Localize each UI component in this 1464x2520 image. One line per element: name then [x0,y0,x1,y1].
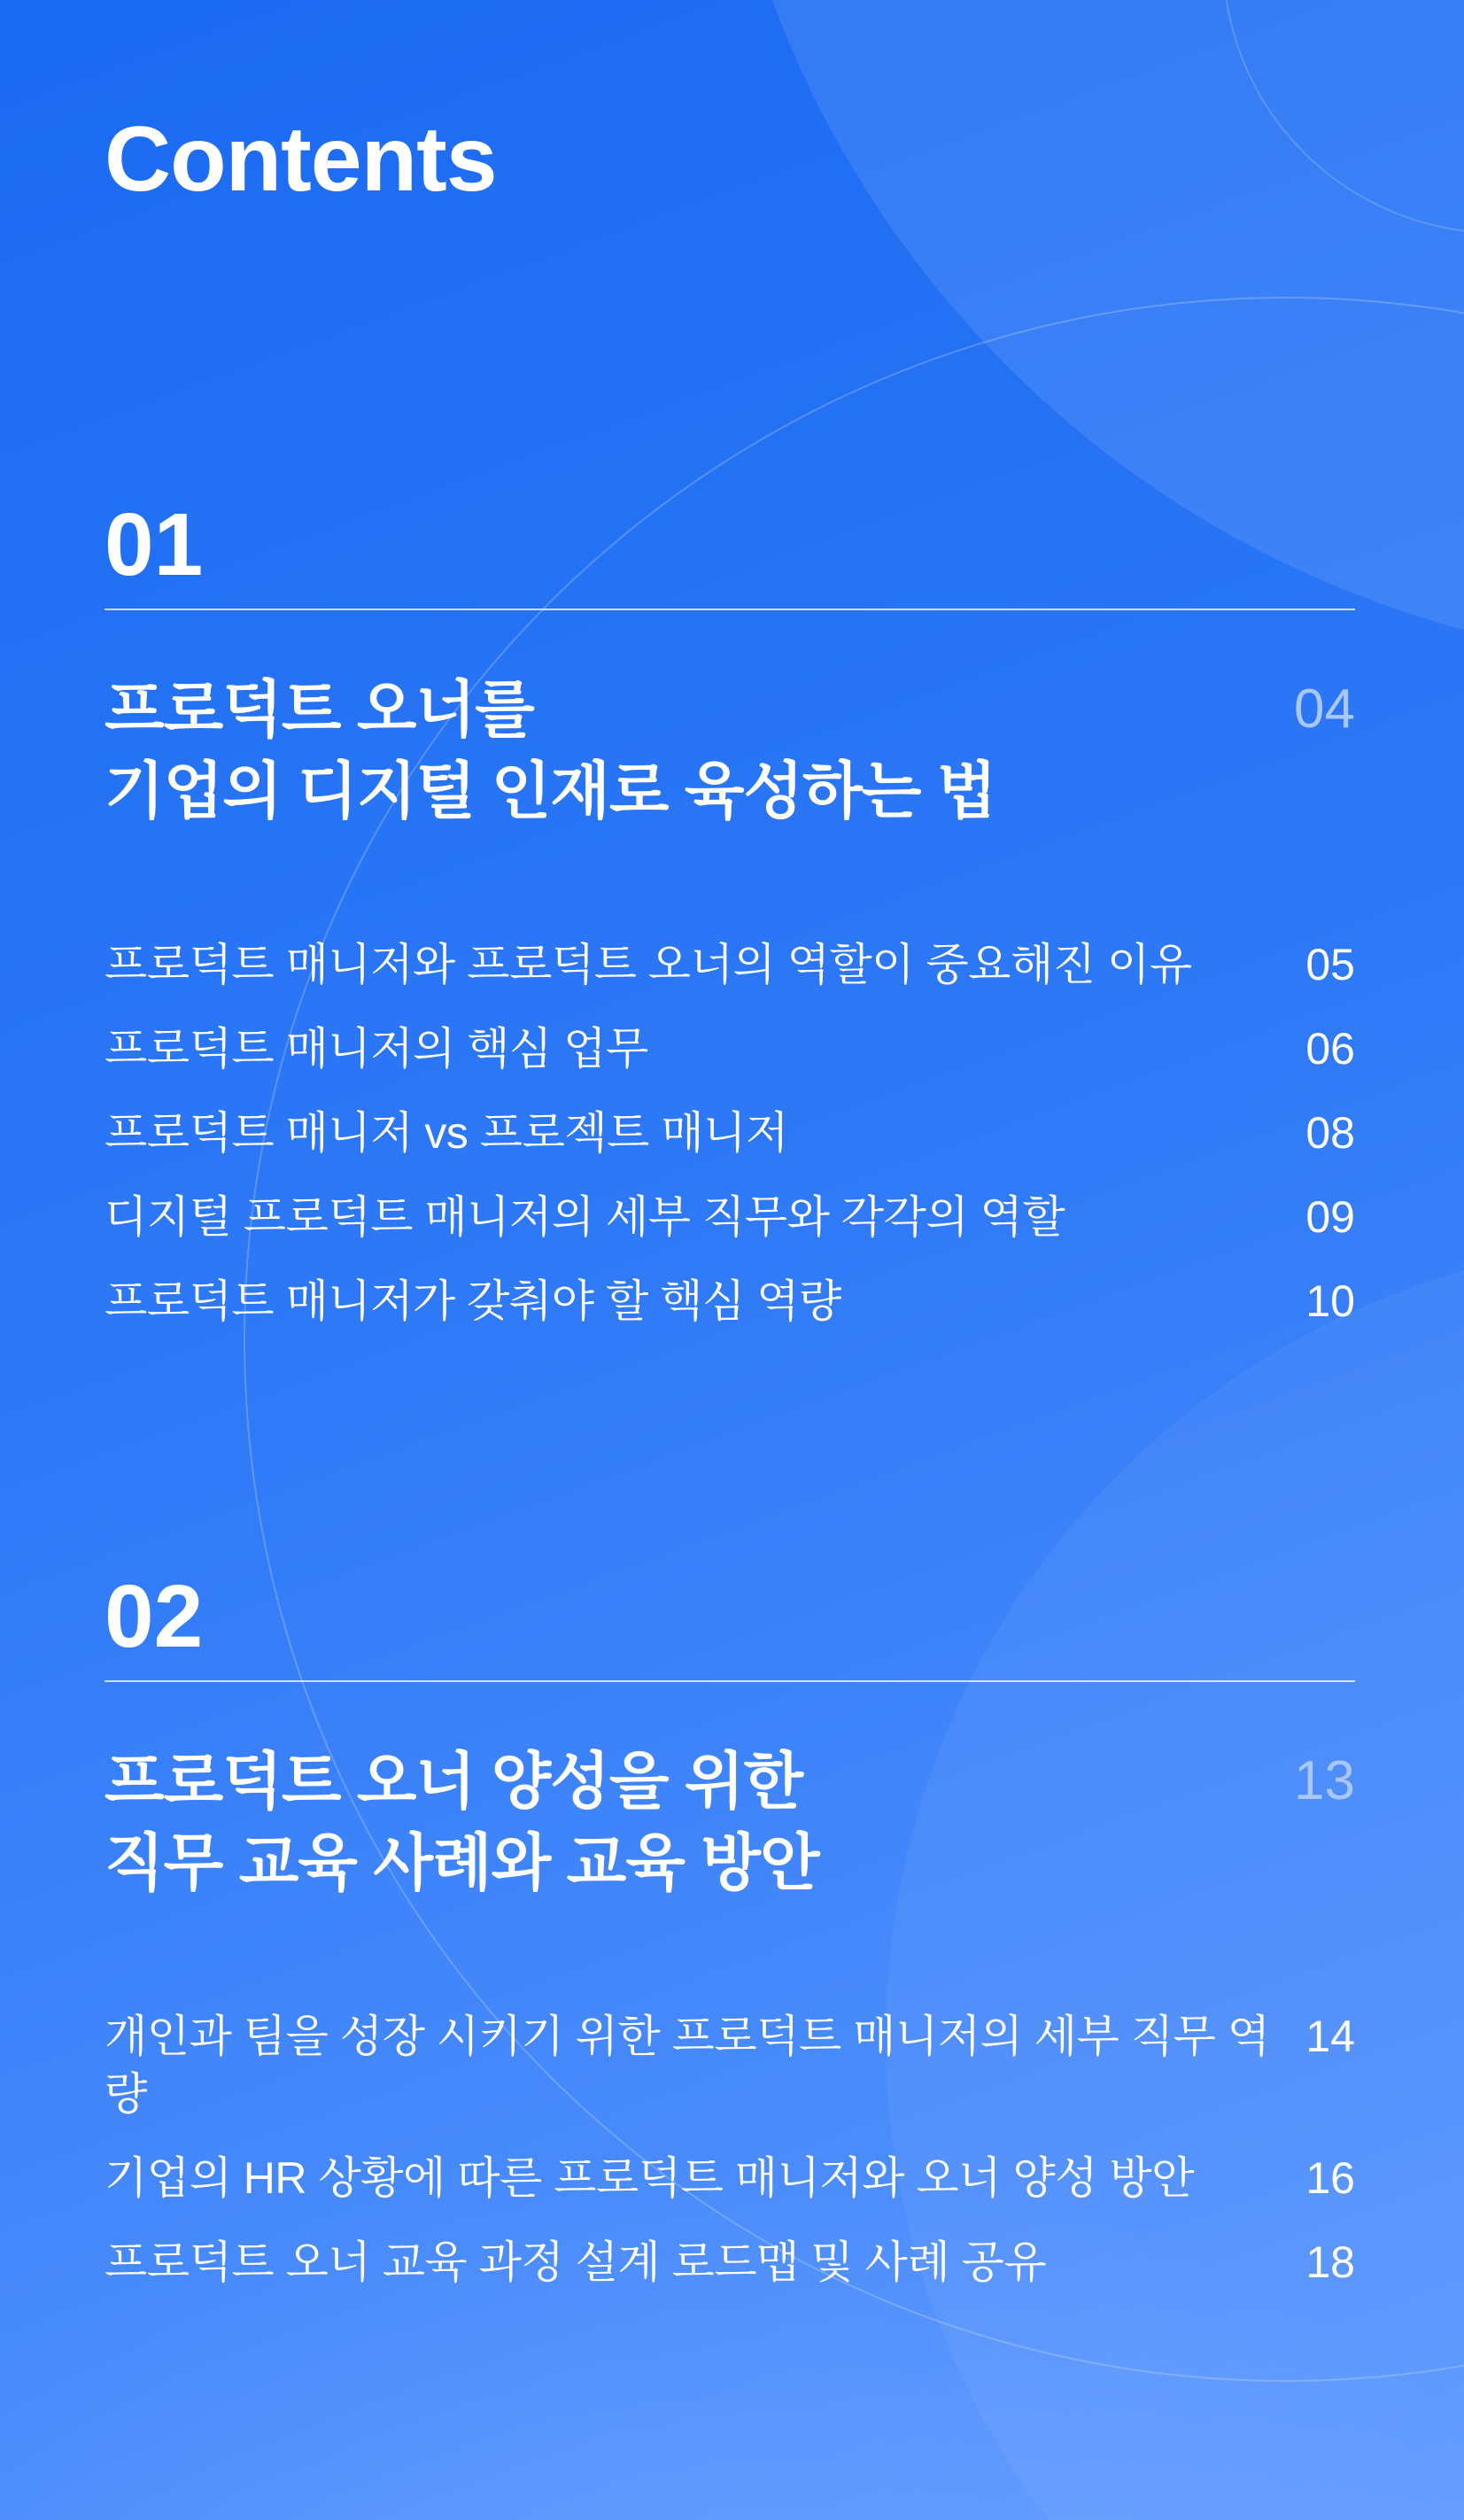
toc-item-list [105,2008,1355,2291]
toc-item-page: 14 [1305,2012,1355,2061]
section-title-line: 프로덕트 오너를 [105,675,534,744]
toc-item-label: 프로덕트 매니저가 갖춰야 할 핵심 역량 [105,1276,841,1326]
toc-item-label: 기업의 HR 상황에 따른 프로덕트 매니저와 오너 양성 방안 [105,2153,1194,2203]
section-page-number: 04 [1294,678,1355,740]
toc-item-page: 09 [1305,1192,1355,1242]
section-01 [105,495,1355,1357]
toc-item-page: 06 [1305,1024,1355,1074]
toc-item-label: 개인과 팀을 성장 시키기 위한 프로덕트 매니저의 세부 직무 역량 [105,2012,1270,2119]
section-title-line: 프로덕트 오너 양성을 위한 [105,1747,803,1816]
section-divider [105,609,1355,610]
section-title-line: 직무 교육 사례와 교육 방안 [105,1828,819,1897]
toc-item [105,1189,1355,1246]
section-number: 01 [105,495,204,594]
toc-item-label: 프로덕트 매니저의 핵심 업무 [105,1024,648,1074]
toc-item-page: 10 [1305,1276,1355,1326]
section-header [105,1741,1355,1904]
toc-item-page: 08 [1305,1108,1355,1158]
toc-item [105,2234,1355,2291]
section-header [105,669,1355,832]
section-title [105,669,995,832]
section-title-line: 기업의 디지털 인재로 육성하는 법 [105,756,996,826]
toc-item [105,2008,1355,2123]
toc-item [105,1020,1355,1078]
toc-item-page: 16 [1305,2153,1355,2203]
toc-item [105,2150,1355,2207]
section-page-number: 13 [1294,1750,1355,1811]
section-number: 02 [105,1567,204,1666]
section-02 [105,1567,1355,2318]
page-title: Contents [105,108,497,211]
toc-item-page: 05 [1305,940,1355,989]
toc-item-list [105,936,1355,1330]
section-title [105,1741,819,1904]
toc-item [105,1273,1355,1330]
toc-item-label: 프로덕트 오너 교육 과정 설계 로드맵 및 사례 공유 [105,2237,1047,2287]
content-column [105,0,1355,2520]
toc-item-label: 디지털 프로덕트 매니저의 세부 직무와 각각의 역할 [105,1192,1065,1242]
toc-item [105,936,1355,994]
toc-item-label: 프로덕트 매니저 vs 프로젝트 매니저 [105,1108,788,1158]
toc-item-label: 프로덕트 매니저와 프로덕트 오너의 역할이 중요해진 이유 [105,940,1192,989]
toc-item [105,1105,1355,1162]
section-divider [105,1680,1355,1682]
toc-item-page: 18 [1305,2237,1355,2287]
